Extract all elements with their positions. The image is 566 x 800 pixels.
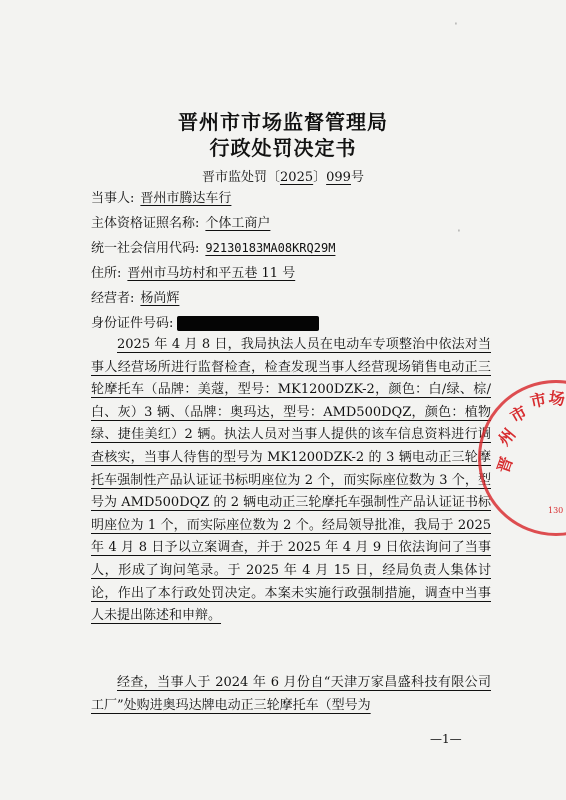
seal-num: 130 (548, 506, 564, 515)
seal-char: 市 (506, 402, 531, 427)
address-label: 住所: (91, 266, 122, 281)
seal-char: 场 (547, 387, 566, 410)
seal-char: 晋 (493, 454, 517, 476)
doc-year: 2025 (280, 170, 314, 185)
document-number (0, 166, 566, 185)
qualification-label: 主体资格证照名称: (91, 216, 200, 231)
doc-num: 099 (326, 170, 351, 185)
field-address (91, 262, 295, 281)
doc-suffix: 号 (350, 170, 364, 185)
seal-char: 州 (494, 424, 520, 450)
seal-char: 市 (528, 389, 549, 412)
id-redaction (177, 316, 319, 331)
credit-label: 统一社会信用代码: (91, 241, 200, 256)
body-paragraph-2 (91, 672, 491, 717)
field-party (91, 187, 231, 206)
operator-label: 经营者: (91, 291, 135, 306)
id-label: 身份证件号码: (91, 316, 174, 331)
party-value: 晋州市腾达车行 (140, 191, 232, 206)
paragraph-2-text: 经查，当事人于 2024 年 6 月份自“天津万家昌盛科技有限公司工厂”处购进奥玛达牌电动正三轮摩托车（型号为 (91, 675, 491, 713)
party-label: 当事人: (91, 191, 135, 206)
title-line-1: 晋州市市场监督管理局 (178, 110, 388, 134)
title-line-2: 行政处罚决定书 (209, 136, 357, 160)
scan-mark: ' (458, 229, 460, 237)
field-credit-code (91, 237, 335, 256)
body-paragraph-1 (91, 334, 491, 628)
field-operator (91, 287, 179, 306)
field-id-number (91, 312, 319, 331)
operator-value: 杨尚辉 (140, 291, 180, 306)
doc-mid: 〕 (313, 170, 327, 185)
paragraph-1-text: 2025 年 4 月 8 日，我局执法人员在电动车专项整治中依法对当事人经营场所进行监督检查，检查发现当事人经营现场销售电动正三轮摩托车（品牌：美蔻，型号：MK1200DZK-2，颜色：白/绿、棕/白、灰）3 辆、（品牌：奥玛达，型号：AMD500DQZ，颜色：植物绿、捷佳美红）2 辆。执法人员对当事人提供的该车信息资料进行调查核实，当事人待售的型号为 MK1200DZK-2 的 3 辆电动正三轮摩托车强制性产品认证证书标明座位为 2 个，而实际座位数为 3 个，型号为 AMD500DQZ 的 2 辆电动正三轮摩托车强制性产品认证证书标明座位为 1 个，而实际座位数为 2 个。经局领导批准，我局于 2025 年 4 月 8 日予以立案调查，并于 2025 年 4 月 9 日依法询问了当事人，形成了询问笔录。于 2025 年 4 月 15 日，经局负责人集体讨论，作出了本行政处罚决定。本案未实施行政强制措施，调查中当事人未提出陈述和申辩。 (91, 337, 491, 624)
qualification-value: 个体工商户 (205, 216, 271, 231)
doc-prefix: 晋市监处罚〔 (202, 170, 281, 185)
page-number: —1— (430, 732, 462, 746)
address-value: 晋州市马坊村和平五巷 11 号 (127, 266, 296, 281)
credit-value: 92130183MA08KRQ29M (205, 241, 336, 255)
scan-mark: ' (455, 22, 457, 30)
field-qualification (91, 212, 270, 231)
